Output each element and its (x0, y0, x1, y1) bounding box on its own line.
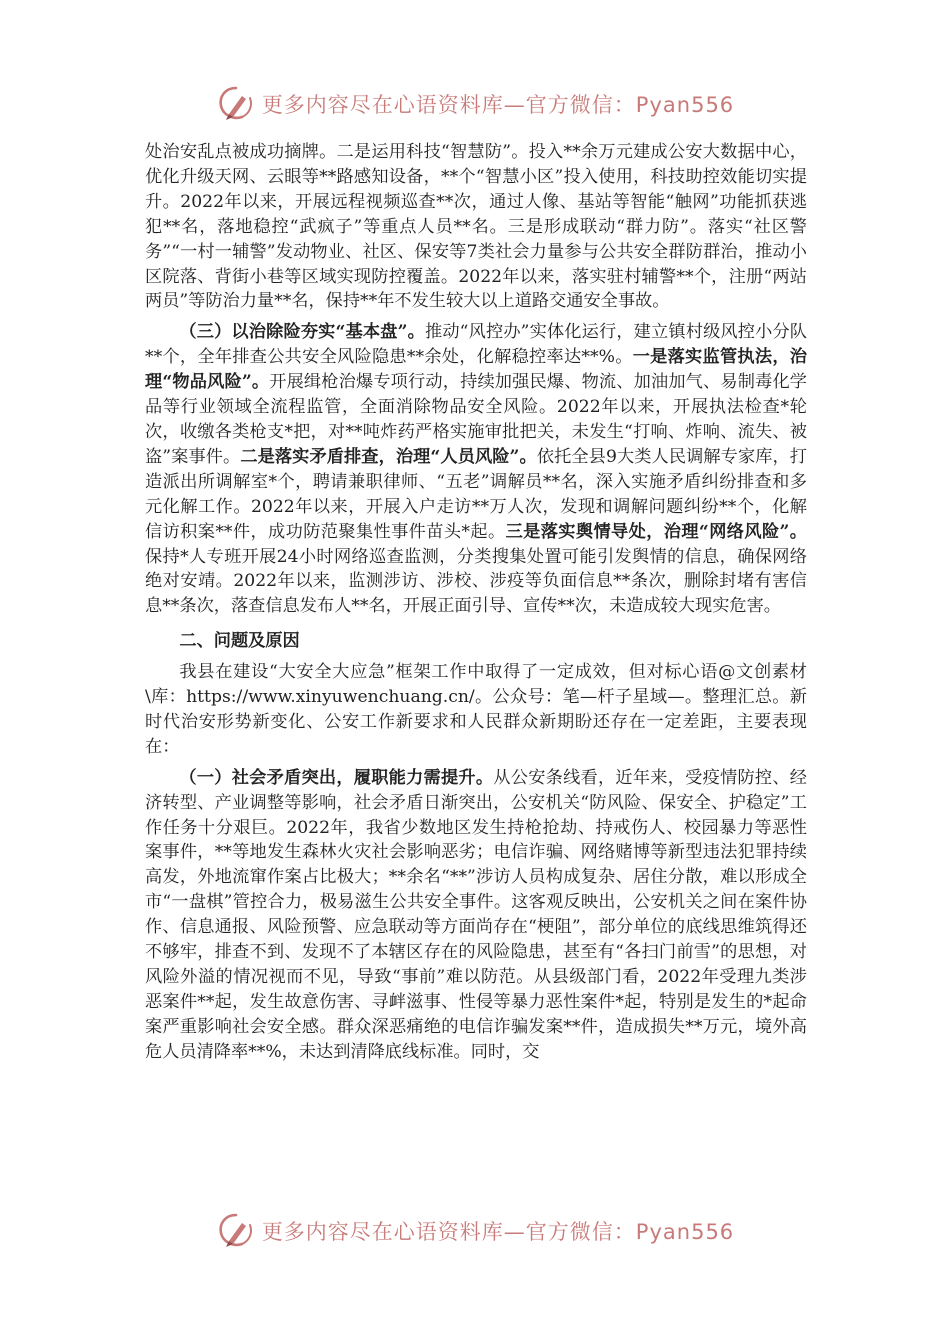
header-watermark-banner (0, 84, 950, 124)
paragraph-problems-intro: 我县在建设“大安全大应急”框架工作中取得了一定成效，但对标心语@文创素材\库：https://www.xinyuwenchuang.cn/。公众号：笔—杆子星域—。整理汇总。新时代治安形势新变化、公安工作新要求和人民群众新期盼还存在一定差距，主要表现在： (145, 662, 807, 757)
bold-point-3: 三是落实舆情导处，治理“网络风险”。 (505, 521, 807, 542)
watermark-text: 更多内容尽在心语资料库—官方微信：Pyan556 (261, 93, 735, 117)
fountain-pen-swirl-icon (216, 1211, 256, 1251)
paragraph-problem-1 (145, 766, 807, 1065)
bold-heading-3: （三）以治除险夯实“基本盘”。 (179, 322, 425, 343)
text-run: 依托全县9大类人民调解专家库，打造派出所调解室*个，聘请兼职律师、“五老”调解员**名，深入实施矛盾纠纷排查和多元化解工作。2022年以来，开展入户走访**万人次，发现和调解问题纠纷**个，化解信访积案**件，成功防范聚集性事件苗头*起。 (145, 446, 807, 542)
paragraph-continued: 处治安乱点被成功摘牌。二是运用科技“智慧防”。投入**余万元建成公安大数据中心，优化升级天网、云眼等**路感知设备，**个“智慧小区”投入使用，科技助控效能切实提升。2022年以来，开展远程视频巡查**次，通过人像、基站等智能“触网”功能抓获逃犯**名，落地稳控“武疯子”等重点人员**名。三是形成联动“群力防”。落实“社区警务”“一村一辅警”发动物业、社区、保安等7类社会力量参与公共安全群防群治，推动小区院落、背街小巷等区域实现防控覆盖。2022年以来，落实驻村辅警**个，注册“两站两员”等防治力量**名，保持**年不发生较大以上道路交通安全事故。 (145, 142, 807, 312)
text-run: 推动“风控办”实体化运行，建立镇村级风控小分队**个，全年排查公共安全风险隐患**余处，化解稳控率达**%。 (145, 322, 807, 368)
section-heading-problems: 二、问题及原因 (179, 631, 300, 652)
fountain-pen-swirl-icon (216, 84, 256, 124)
text-run: 保持*人专班开展24小时网络巡查监测，分类搜集处置可能引发舆情的信息，确保网络绝对安靖。2022年以来，监测涉访、涉校、涉疫等负面信息**条次，删除封堵有害信息**条次，落查信息发布人**名，开展正面引导、宣传**次，未造成较大现实危害。 (145, 546, 807, 617)
footer-watermark-banner (0, 1211, 950, 1251)
paragraph-section-3 (145, 320, 807, 619)
bold-point-1: 一是落实监管执法，治理“物品风险”。 (145, 347, 807, 393)
text-run: 从公安条线看，近年来，受疫情防控、经济转型、产业调整等影响，社会矛盾日渐突出，公安机关“防风险、保安全、护稳定”工作任务十分艰巨。2022年，我省少数地区发生持枪抢劫、持戒伤人、校园暴力等恶性案事件，**等地发生森林火灾社会影响恶劣；电信诈骗、网络赌博等新型违法犯罪持续高发，外地流窜作案占比极大；**余名“**”涉访人员构成复杂、居住分散，难以形成全市“一盘棋”管控合力，极易滋生公共安全事件。这客观反映出，公安机关之间在案件协作、信息通报、风险预警、应急联动等方面尚存在“梗阻”，部分单位的底线思维筑得还不够牢，排查不到、发现不了本辖区存在的风险隐患，甚至有“各扫门前雪”的思想，对风险外溢的情况视而不见，导致“事前”难以防范。从县级部门看，2022年受理九类涉恶案件**起，发生故意伤害、寻衅滋事、性侵等暴力恶性案件*起，特别是发生的*起命案严重影响社会安全感。群众深恶痛绝的电信诈骗发案**件，造成损失**万元，境外高危人员清降率**%，未达到清降底线标准。同时，交 (145, 767, 807, 1062)
text-run: 开展缉枪治爆专项行动，持续加强民爆、物流、加油加气、易制毒化学品等行业领域全流程监管，全面消除物品安全风险。2022年以来，开展执法检查*轮次，收缴各类枪支*把，对**吨炸药严格实施审批把关，未发生“打响、炸响、流失、被盗”案事件。 (145, 372, 807, 467)
document-body (145, 140, 807, 1071)
watermark-text: 更多内容尽在心语资料库—官方微信：Pyan556 (261, 1220, 735, 1244)
bold-heading-problem-1: （一）社会矛盾突出，履职能力需提升。 (179, 767, 494, 788)
bold-point-2: 二是落实矛盾排查，治理“人员风险”。 (240, 446, 537, 467)
